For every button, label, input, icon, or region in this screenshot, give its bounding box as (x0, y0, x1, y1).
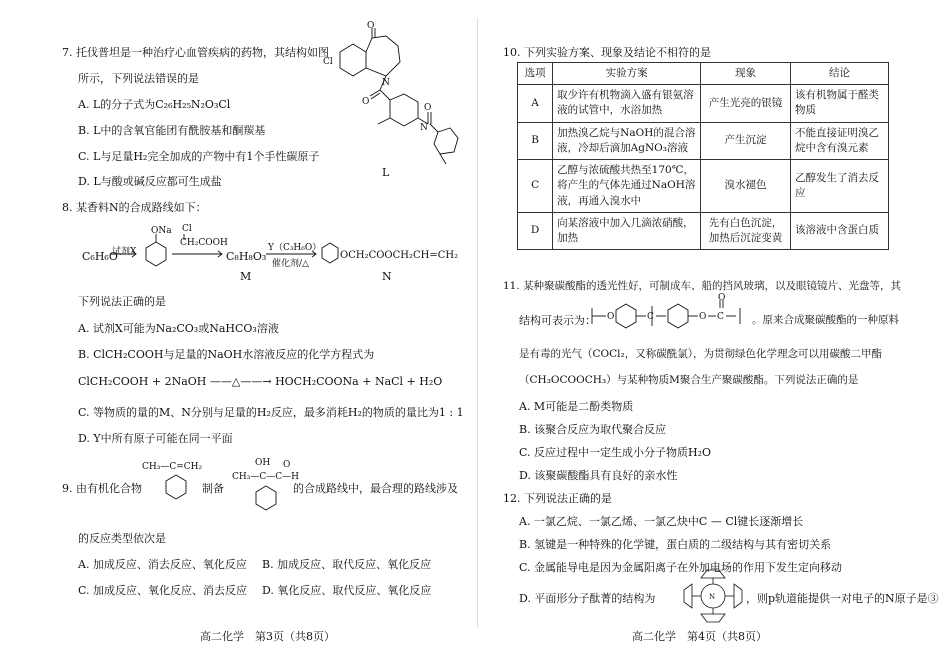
row-option: B (518, 122, 553, 159)
header-phenomenon: 现象 (701, 63, 791, 85)
q9-stem-c: 的合成路线中，最合理的路线涉及 (293, 482, 458, 495)
q7-stem-line1: 7. 托伐普坦是一种治疗心血管疾病的药物，其结构如图 (62, 46, 329, 59)
q8-stem: 8. 某香料N的合成路线如下： (62, 201, 207, 214)
q12-stem: 12. 下列说法正确的是 (503, 492, 612, 505)
row-phenomenon: 先有白色沉淀，加热后沉淀变黄 (701, 212, 791, 249)
q11-c2-label: C (717, 312, 724, 322)
table-header-row (518, 63, 889, 85)
row-phenomenon: 溴水褪色 (701, 160, 791, 213)
q7-o3-label: O (424, 103, 432, 113)
q11-o-label: O (607, 312, 615, 322)
q12-option-b: B. 氢键是一种特殊的化学键，蛋白质的二级结构与其有密切关系 (519, 538, 832, 551)
q11-c-label: C (647, 312, 654, 322)
row-option: A (518, 85, 553, 122)
q9-stem-a: 9. 由有机化合物 (62, 482, 142, 495)
row-option: C (518, 160, 553, 213)
row-conclusion: 该溶液中含蛋白质 (791, 212, 889, 249)
right-page-footer: 高二化学 第4页（共8页） (632, 630, 767, 643)
q12-option-a: A. 一氯乙烷、一氯乙烯、一氯乙炔中C — Cl键长逐渐增长 (519, 515, 804, 528)
q8-option-c: C. 等物质的量的M、N分别与足量的H₂反应，最多消耗H₂的物质的量比为1 : 1 (78, 406, 464, 419)
q8-n-chain: OCH₂COOCH₂CH=CH₂ (340, 250, 459, 261)
header-plan: 实验方案 (553, 63, 701, 85)
page-divider (477, 18, 478, 628)
q9-oh-label: OH (255, 458, 271, 468)
q11-polymer-structure (590, 293, 750, 340)
row-plan: 取少许有机物滴入盛有银氨溶液的试管中，水浴加热 (553, 85, 701, 122)
q12-nh-label: N (709, 593, 716, 601)
q8-reagent-x: 试剂X (112, 247, 137, 257)
q11-option-b: B. 该聚合反应为取代聚合反应 (519, 423, 667, 436)
q8-ask: 下列说法正确的是 (78, 295, 166, 308)
q9-option-d: D. 氧化反应、取代反应、氧化反应 (262, 584, 432, 597)
row-plan: 乙醇与浓硫酸共热至170℃，将产生的气体先通过NaOH溶液，再通入溴水中 (553, 160, 701, 213)
q9-reactant-chain: CH₃—C=CH₂ (142, 462, 203, 472)
table-row (518, 160, 889, 213)
q8-option-a: A. 试剂X可能为Na₂CO₃或NaHCO₃溶液 (78, 322, 279, 335)
q11-option-a: A. M可能是二酚类物质 (519, 400, 634, 413)
q8-cl-label: Cl (182, 224, 192, 234)
q9-stem-line2: 的反应类型依次是 (78, 532, 166, 545)
q8-n-label: N (382, 270, 392, 283)
q9-stem-b: 制备 (202, 482, 224, 495)
q8-m-formula: C₈H₈O₃ (226, 250, 267, 263)
q7-option-b: B. L中的含氧官能团有酰胺基和酮羰基 (78, 124, 266, 137)
q7-stem-line2: 所示，下列说法错误的是 (78, 72, 199, 85)
row-phenomenon: 产生光亮的银镜 (701, 85, 791, 122)
q7-n-label: N (382, 78, 390, 88)
q11-option-d: D. 该聚碳酸酯具有良好的亲水性 (519, 469, 678, 482)
header-option: 选项 (518, 63, 553, 85)
q7-o2-label: O (362, 97, 370, 107)
q8-equation: ClCH₂COOH + 2NaOH ——△——→ HOCH₂COONa + NaCl + H₂O (78, 375, 443, 388)
q11-line1: 11. 某种聚碳酸酯的透光性好，可制成车、船的挡风玻璃，以及眼镜镜片、光盘等，其 (503, 280, 902, 292)
q11-o3-label: O (718, 293, 726, 303)
q12-option-d-b: ，则p轨道能提供一对电子的N原子是③ (746, 592, 939, 605)
q8-m-label: M (240, 270, 252, 283)
q9-reactant-ring (160, 473, 200, 513)
header-conclusion: 结论 (791, 63, 889, 85)
row-conclusion: 乙醇发生了消去反应 (791, 160, 889, 213)
q11-line2b: 。原来合成聚碳酸酯的一种原料 (752, 314, 899, 326)
q12-option-c: C. 金属能导电是因为金属阳离子在外加电场的作用下发生定向移动 (519, 561, 843, 574)
q12-option-d-a: D. 平面形分子酞菁的结构为 (519, 592, 656, 605)
q11-o2-label: O (699, 312, 707, 322)
row-plan: 向某溶液中加入几滴浓硝酸，加热 (553, 212, 701, 249)
q11-line2a: 结构可表示为： (519, 314, 596, 327)
row-conclusion: 不能直接证明溴乙烷中含有溴元素 (791, 122, 889, 159)
q7-cl-label: Cl (323, 57, 333, 67)
table-row (518, 85, 889, 122)
q7-option-c: C. L与足量H₂完全加成的产物中有1个手性碳原子 (78, 150, 320, 163)
row-plan: 加热溴乙烷与NaOH的混合溶液，冷却后滴加AgNO₃溶液 (553, 122, 701, 159)
q7-option-d: D. L与酸或碱反应都可生成盐 (78, 175, 222, 188)
table-row (518, 122, 889, 159)
q7-n2-label: N (420, 123, 428, 133)
q7-option-a: A. L的分子式为C₂₆H₂₅N₂O₃Cl (78, 98, 231, 111)
q7-structure-label: L (382, 166, 390, 179)
q12-phthalocyanine-structure (680, 566, 746, 626)
row-conclusion: 该有机物属于醛类物质 (791, 85, 889, 122)
q11-line3: 是有毒的光气（COCl₂，又称碳酰氯），为贯彻绿色化学理念可以用碳酸二甲酯 (519, 348, 882, 360)
table-row (518, 212, 889, 249)
q10-stem: 10. 下列实验方案、现象及结论不相符的是 (503, 46, 711, 59)
q8-ona-label: ONa (151, 226, 172, 236)
q8-start-formula: C₆H₆O (82, 250, 118, 263)
q8-option-d: D. Y中所有原子可能在同一平面 (78, 432, 233, 445)
q9-option-b: B. 加成反应、取代反应、氧化反应 (262, 558, 432, 571)
q10-experiment-table (517, 62, 889, 250)
q9-option-c: C. 加成反应、氧化反应、消去反应 (78, 584, 248, 597)
q8-condition: 催化剂/△ (272, 259, 309, 269)
q9-o-label: O (283, 460, 291, 470)
q11-line4: （CH₃OCOOCH₃）与某种物质M聚合生产聚碳酸酯。下列说法正确的是 (519, 374, 859, 386)
q11-option-c: C. 反应过程中一定生成小分子物质H₂O (519, 446, 712, 459)
row-phenomenon: 产生沉淀 (701, 122, 791, 159)
q7-o-label: O (367, 21, 375, 31)
q8-y-reagent: Y（C₃H₆O） (268, 243, 322, 253)
left-page-footer: 高二化学 第3页（共8页） (200, 630, 335, 643)
q9-product-chain: CH₃—C—C—H (232, 472, 299, 482)
row-option: D (518, 212, 553, 249)
q8-ch2cooh: CH₂COOH (180, 238, 228, 248)
q7-structure-diagram (320, 21, 460, 168)
q8-option-b: B. ClCH₂COOH与足量的NaOH水溶液反应的化学方程式为 (78, 348, 375, 361)
q9-option-a: A. 加成反应、消去反应、氧化反应 (78, 558, 247, 571)
q9-product-ring (250, 484, 290, 524)
